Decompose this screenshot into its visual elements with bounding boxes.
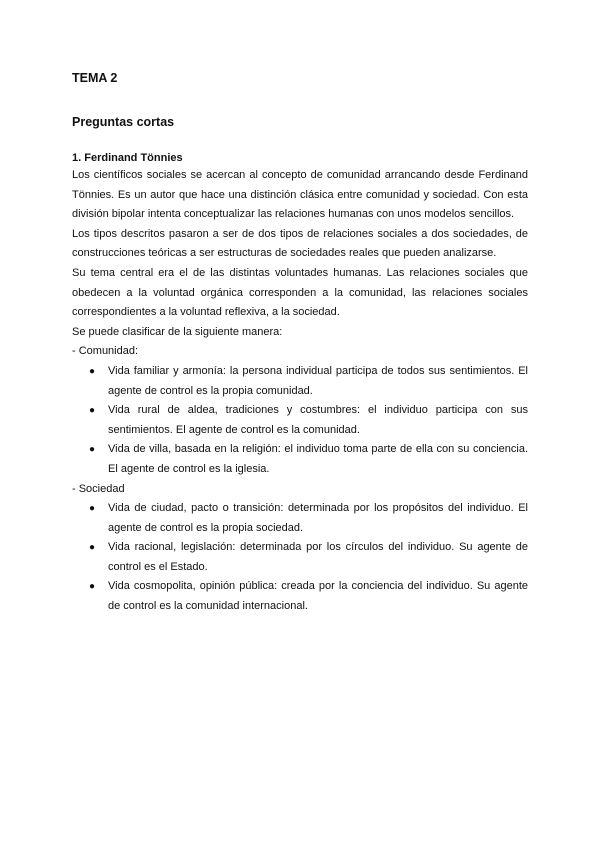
list-item (72, 577, 528, 616)
bullet-dot-icon: ● (89, 503, 96, 515)
section-title: 1. Ferdinand Tönnies (72, 152, 183, 164)
list-item-text: Vida cosmopolita, opinión pública: creada por la conciencia del individuo. Su agente de control es la comunidad internacional. (108, 580, 528, 613)
list-item (72, 538, 528, 577)
bullet-dot-icon: ● (89, 581, 96, 593)
list-item-text: Vida familiar y armonía: la persona individual participa de todos sus sentimientos. El agente de control es la propia comunidad. (108, 364, 528, 397)
list-item-text: Vida rural de aldea, tradiciones y costumbres: el individuo participa con sus sentimientos. El agente de control es la comunidad. (108, 404, 528, 436)
list-item-text: Vida racional, legislación: determinada por los círculos del individuo. Su agente de control es el Estado. (108, 541, 528, 573)
document-body (72, 70, 528, 617)
bullet-dot-icon: ● (89, 542, 96, 554)
list-item-text: Vida de villa, basada en la religión: el individuo toma parte de ella con su conciencia. El agente de control es la iglesia. (108, 443, 528, 475)
list-item-text: Vida de ciudad, pacto o transición: determinada por los propósitos del individuo. El agente de control es la propia sociedad. (108, 502, 528, 534)
paragraph: Su tema central era el de las distintas voluntades humanas. Las relaciones sociales que obedecen a la voluntad orgánica corresponden a la comunidad, las relaciones sociales correspondientes a la voluntad reflexiva, a la sociedad. (72, 266, 528, 319)
list-item (72, 440, 528, 479)
document-title: TEMA 2 (72, 71, 118, 85)
bullet-dot-icon: ● (89, 365, 96, 377)
paragraph: Los científicos sociales se acercan al concepto de comunidad arrancando desde Ferdinand Tönnies. Es un autor que hace una distinción clásica entre comunidad y sociedad. Con esta división bipolar intenta conceptualizar las relaciones humanas con unos modelos sencillos. (72, 169, 528, 221)
list-label-comunidad: - Comunidad: (72, 345, 139, 358)
list-item (72, 499, 528, 538)
paragraph: Se puede clasificar de la siguiente manera: (72, 325, 283, 338)
list-label-sociedad: - Sociedad (72, 482, 125, 495)
list-item (72, 401, 528, 440)
bullet-dot-icon: ● (89, 405, 96, 417)
bullet-dot-icon: ● (89, 444, 96, 456)
list-comunidad (72, 362, 528, 480)
list-sociedad (72, 499, 528, 617)
paragraph: Los tipos descritos pasaron a ser de dos tipos de relaciones sociales a dos sociedades, de construcciones teóricas a ser estructuras de sociedades reales que pueden analizarse. (72, 227, 528, 260)
list-item (72, 362, 528, 401)
document-subtitle: Preguntas cortas (72, 115, 175, 129)
